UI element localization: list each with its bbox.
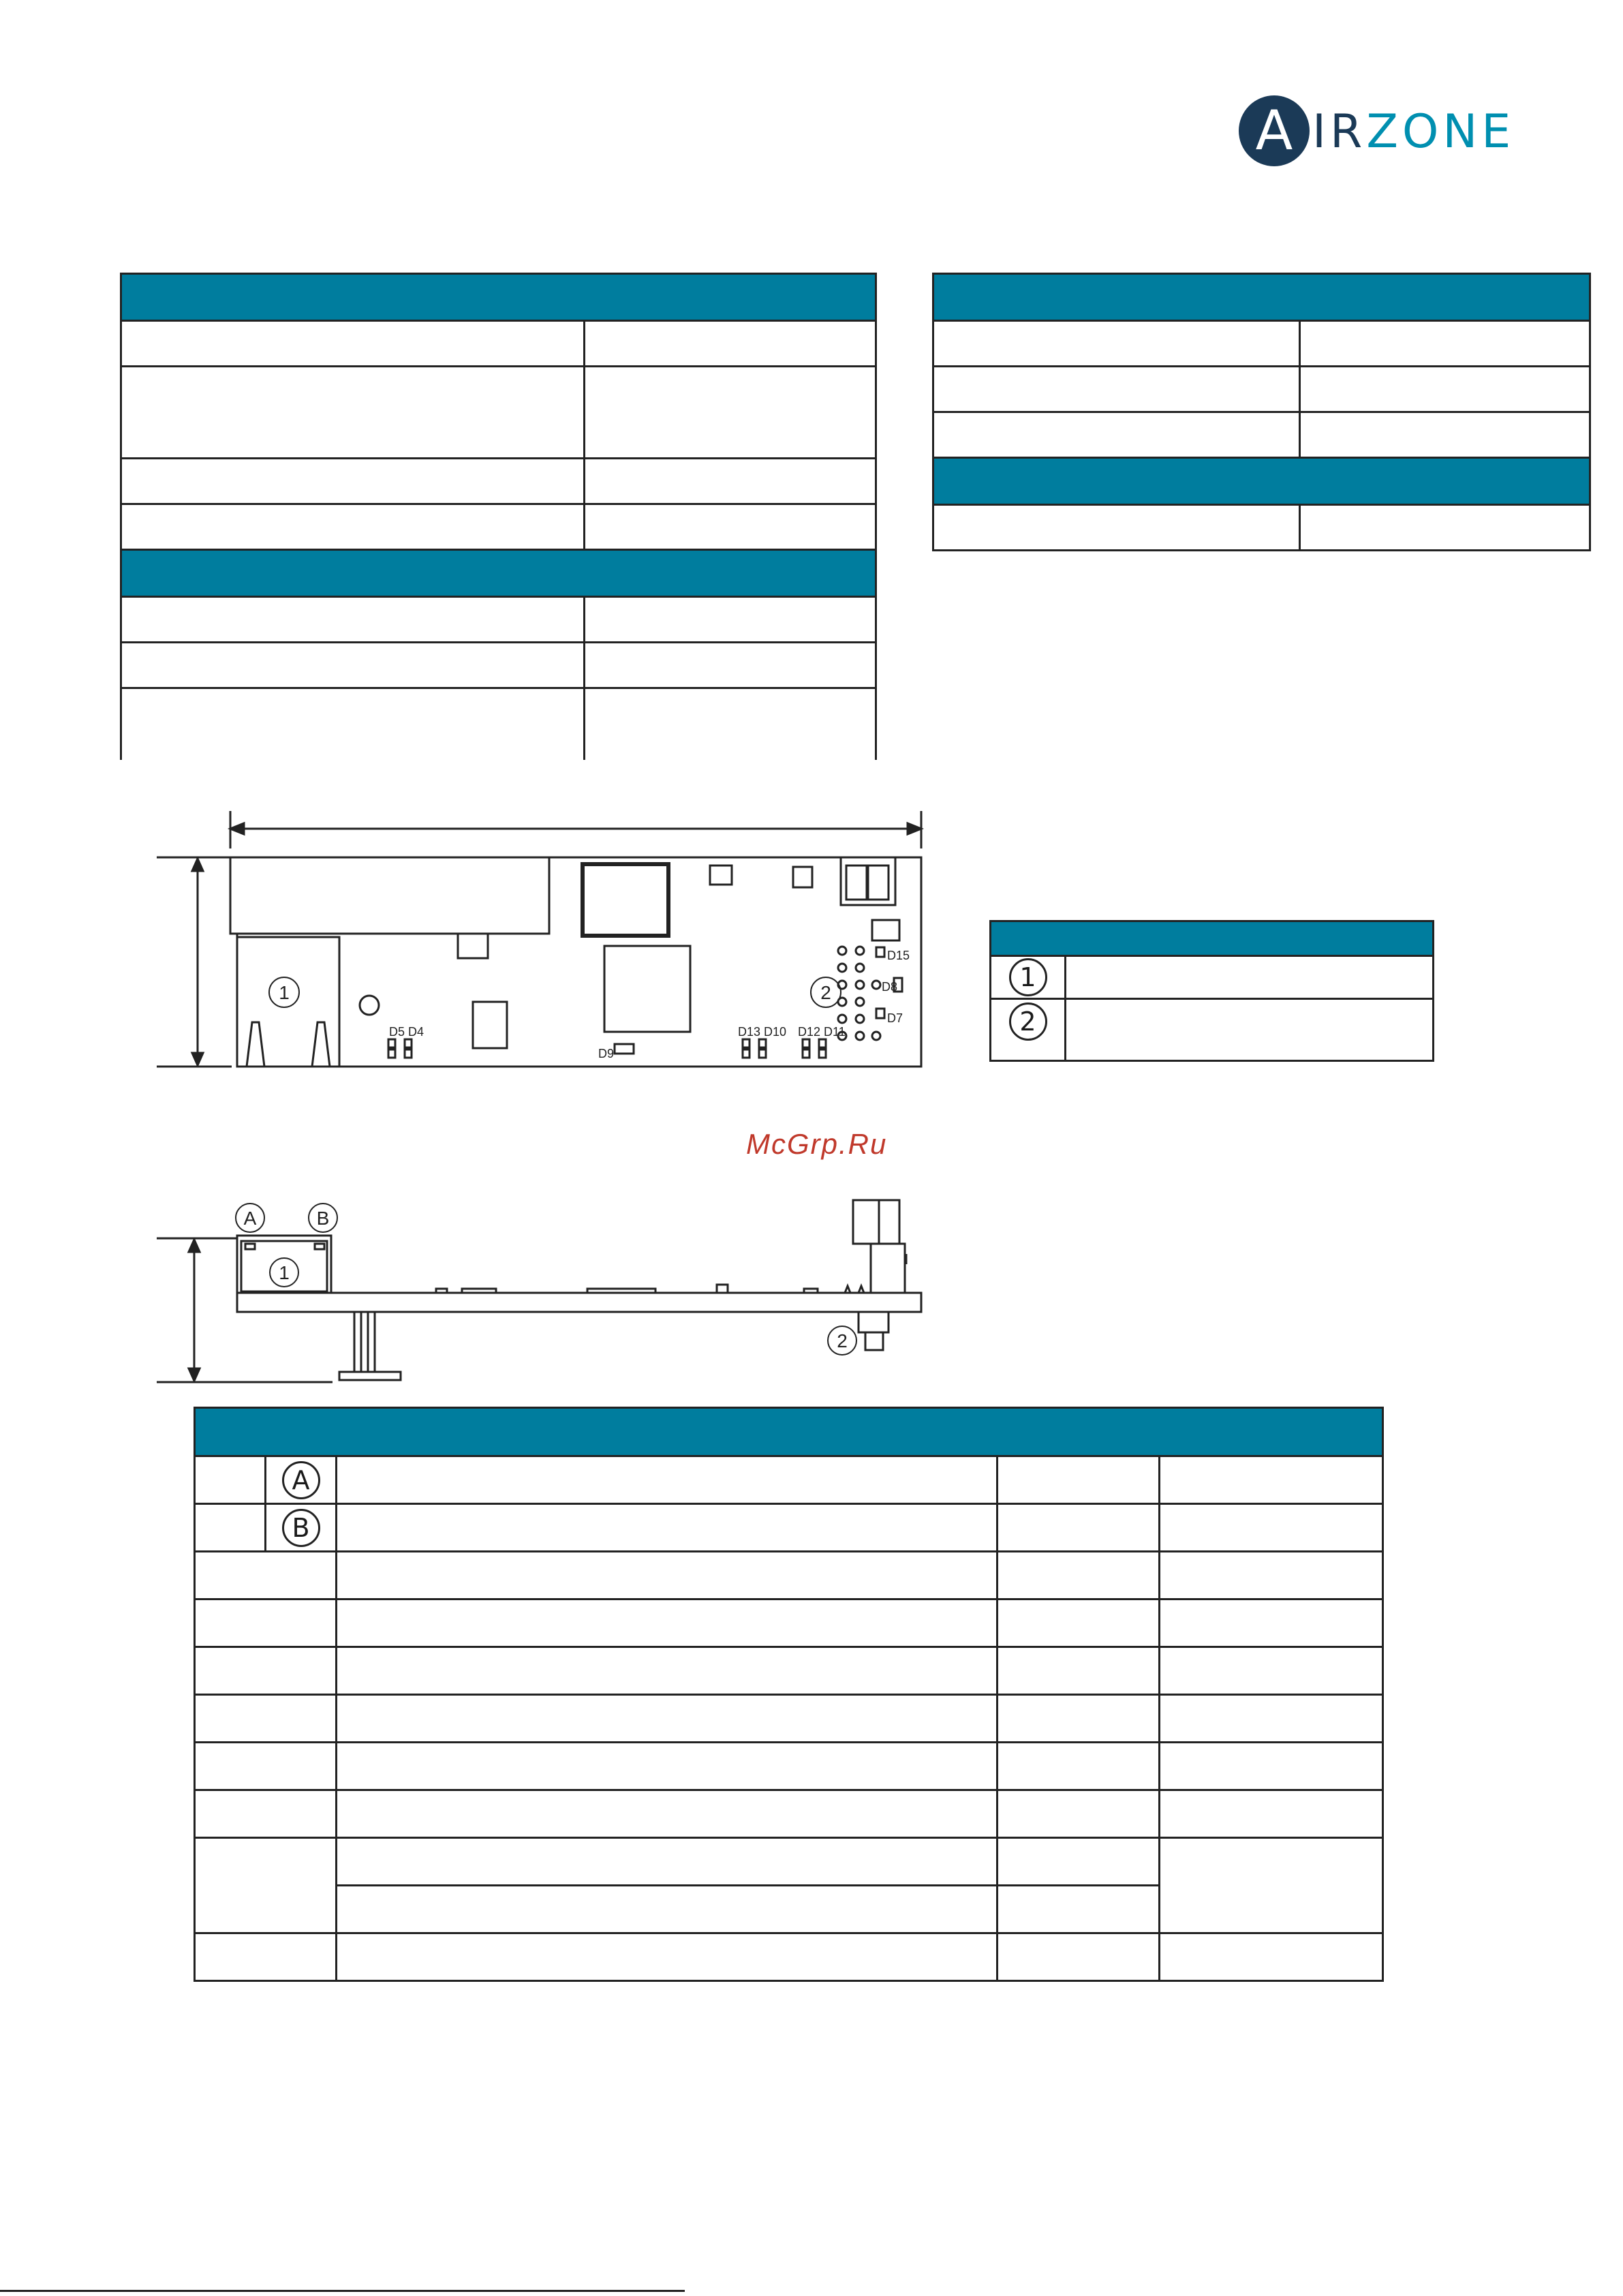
table-row [933,505,1590,551]
table-header [121,274,876,321]
table-row [121,597,876,643]
board-top-view-diagram [157,804,940,1077]
table-row [195,1552,1383,1599]
table-header [121,550,876,597]
callout-1: 1 [279,1262,290,1283]
callout-a: A [243,1208,257,1229]
table-row [121,459,876,504]
table-row [121,321,876,367]
table-row [195,1599,1383,1647]
legend-table [989,920,1434,1062]
logo-wordmark: IRZONE [1312,105,1515,159]
table-header [933,458,1590,505]
table-row [195,1743,1383,1790]
table-row [121,643,876,688]
callout-2: 2 [837,1330,848,1351]
table-row [933,412,1590,458]
table-row [991,956,1434,999]
table-row [121,367,876,459]
table-row [195,1647,1383,1695]
led-label-d8: D8 [882,980,898,994]
table-row [195,1456,1383,1504]
legend-marker-2: 2 [1009,1002,1047,1041]
table-row [195,1790,1383,1838]
connection-table [194,1407,1384,1982]
table-row [195,1695,1383,1743]
legend-marker-1: 1 [1009,958,1047,996]
led-label-d5-d4: D5 D4 [389,1025,424,1039]
spec-table-left [120,273,877,760]
table-row [933,321,1590,367]
callout-2: 2 [820,982,831,1003]
footnote-divider [0,2290,685,2292]
table-row [991,999,1434,1061]
airzone-logo [1239,95,1525,174]
table-row [121,688,876,761]
watermark: McGrp.Ru [746,1128,888,1160]
led-label-d15: D15 [887,949,910,962]
table-row [195,1933,1383,1981]
table-header [991,921,1434,956]
callout-b: B [316,1208,330,1229]
table-row [121,504,876,550]
board-side-view-diagram [157,1189,940,1394]
table-header [933,274,1590,321]
row-marker-b: B [282,1509,320,1547]
table-header [195,1408,1383,1456]
row-marker-a: A [282,1461,320,1499]
spec-table-right [932,273,1591,551]
table-row [195,1838,1383,1886]
table-row [933,367,1590,412]
logo-circle: A [1239,95,1310,166]
led-label-d13-d10: D13 D10 [738,1025,787,1039]
led-label-d12-d11: D12 D11 [798,1025,846,1039]
led-label-d7: D7 [887,1011,903,1025]
callout-1: 1 [279,982,290,1003]
led-label-d9: D9 [598,1047,615,1060]
table-row [195,1504,1383,1552]
